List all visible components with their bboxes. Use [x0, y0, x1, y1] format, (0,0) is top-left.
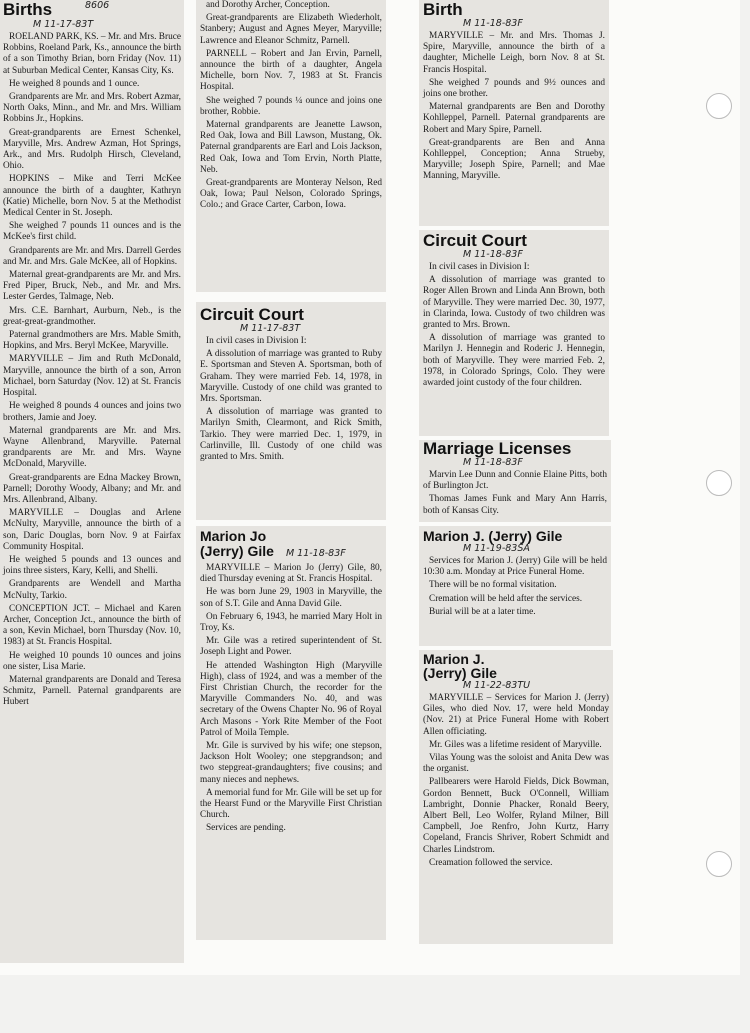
paragraph: Maternal grandparents are Jeanette Lawson, Red Oak, Iowa and Bill Lawson, Mustang, Ok. Paternal grandparents are Earl and Lois Jackson, Red Oak, Iowa and Tom Ervin, North Platte, Neb. [200, 120, 382, 175]
paragraph: A dissolution of marriage was granted to Marilyn J. Hennegin and Roderic J. Hennegin, both of Maryville. They were married Feb. 2, 1978, in Colorado Springs, Colo. They were awarded joint custody of the four children. [423, 333, 605, 389]
paragraph: Burial will be at a later time. [429, 606, 536, 617]
paragraph: MARYVILLE – Jim and Ruth McDonald, Maryville, announce the birth of a son, Arron Michael, born Saturday (Nov. 12) at St. Francis Hospital. [3, 354, 181, 399]
birth-spire-header: Birth [423, 0, 463, 19]
paragraph: Services for Marion J. (Jerry) Gile will be held 10:30 a.m. Monday at Price Funeral Home. [423, 556, 607, 578]
paragraph: A dissolution of marriage was granted to Ruby E. Sportsman and Steven A. Sportsman, both of Graham. They were married Feb. 14, 1978, in Maryville. Custody of one child was granted to Mrs. Sportsman. [200, 349, 382, 405]
circuit-court-1-header: Circuit Court [200, 305, 304, 324]
paragraph: A dissolution of marriage was granted to Marilyn Smith, Clearmont, and Rick Smith, Tarkio. They were married Dec. 1, 1979, in Carlinville, Ill. Custody of one child was granted to Mrs. Smith. [200, 407, 382, 463]
paragraph: MARYVILLE – Mr. and Mrs. Thomas J. Spire, Maryville, announce the birth of a daughter, Michelle Leigh, born Nov. 8 at St. Francis Hospital. [423, 31, 605, 75]
paragraph: Great-grandparents are Elizabeth Wiederholt, Stanbery; August and Agnes Meyer, Maryville; Lawrence and Eleanor Schmitz, Parnell. [200, 13, 382, 46]
clipping-circuit-court-1 [196, 302, 386, 520]
paragraph: Great-grandparents are Edna Mackey Brown, Parnell; Dorothy Woody, Albany; and Mr. and Mrs. Allenbrand, Albany. [3, 472, 181, 505]
gile-funeral-body [423, 693, 609, 869]
paragraph: She weighed 7 pounds and 9½ ounces and joins one brother. [423, 77, 605, 100]
paragraph: HOPKINS – Mike and Terri McKee announce the birth of a daughter, Kathryn (Katie) Michelle, born Nov. 5 at the Methodist Medical Center in St. Joseph. [3, 174, 181, 219]
paragraph: On February 6, 1943, he married Mary Holt in Troy, Ks. [200, 611, 382, 634]
clipping-births-col2 [196, 0, 386, 292]
gile-obituary-date-note: M 11-18-83F [285, 548, 346, 559]
birth-spire-date-note: M 11-18-83F [463, 18, 523, 29]
births-col1-body [3, 32, 181, 709]
paragraph: She weighed 7 pounds 11 ounces and is the McKee's first child. [3, 221, 181, 243]
gile-funeral-header-line1: Marion J. [423, 651, 485, 667]
clipping-gile-obituary [196, 526, 386, 940]
marriage-licenses-date-note: M 11-18-83F [463, 457, 523, 468]
births-header: Births [3, 0, 53, 19]
clipping-births-col1 [0, 0, 184, 963]
paragraph: Mr. Giles was a lifetime resident of Maryville. [429, 739, 602, 750]
paragraph: In civil cases in Division I: [206, 336, 307, 346]
paragraph: In civil cases in Division I: [429, 262, 530, 272]
paragraph: Mr. Gile is survived by his wife; one stepson, Jackson Holt Wooley; one stepgrandson; and two stepgreat-grandaughters; five cousins; and many nieces and nephews. [200, 741, 382, 785]
paragraph: Great-grandparents are Monteray Nelson, Red Oak, Iowa; Paul Nelson, Colorado Springs, Colo.; and Grace Carter, Carbon, Iowa. [200, 178, 382, 211]
paragraph: Grandparents are Wendell and Martha McNulty, Tarkio. [3, 579, 181, 601]
paragraph: Grandparents are Mr. and Mrs. Robert Azmar, North Oaks, Minn., and Mr. and Mrs. William Robbins Jr., Hopkins. [3, 92, 181, 125]
paragraph: He weighed 10 pounds 10 ounces and joins one sister, Lisa Marie. [3, 650, 181, 672]
paragraph: Marvin Lee Dunn and Connie Elaine Pitts, both of Burlington Jct. [423, 470, 607, 492]
clipping-birth-spire [419, 0, 609, 226]
binder-hole-bottom [706, 851, 732, 877]
paragraph: MARYVILLE – Marion Jo (Jerry) Gile, 80, died Thursday evening at St. Francis Hospital. [200, 563, 382, 585]
paragraph: A dissolution of marriage was granted to Roger Allen Brown and Linda Ann Brown, both of Maryville. They were married Dec. 30, 1977, in Clarinda, Iowa. Custody of two children was granted to Mrs. Brown. [423, 275, 605, 331]
circuit-court-2-header: Circuit Court [423, 231, 527, 250]
paragraph: There will be no formal visitation. [429, 580, 557, 591]
circuit-court-2-body [423, 262, 605, 389]
birth-spire-body [423, 31, 605, 183]
binder-hole-middle [706, 470, 732, 496]
paragraph: She weighed 7 pounds ¼ ounce and joins one brother, Robbie. [200, 95, 382, 117]
gile-services-date-note: M 11-19-83SA [463, 543, 530, 554]
clipping-marriage-licenses [419, 440, 611, 522]
paragraph: Mr. Gile was a retired superintendent of St. Joseph Light and Power. [200, 636, 382, 658]
paragraph: Great-grandparents are Ben and Anna Kohlleppel, Conception; Anna Strueby, Maryville; Joseph Spire, Parnell; and Mae Manning, Maryville. [423, 137, 605, 182]
marriage-licenses-body [423, 470, 607, 517]
births-header-note: 8606 [85, 0, 110, 11]
paragraph: Vilas Young was the soloist and Anita Dew was the organist. [423, 753, 609, 775]
paragraph: Maternal grandparents are Mr. and Mrs. Wayne Allenbrand, Maryville. Paternal grandparents are Mr. and Mrs. Wayne McDonald, Maryville. [3, 425, 181, 470]
circuit-court-1-date-note: M 11-17-83T [240, 323, 301, 334]
paragraph: PARNELL – Robert and Jan Ervin, Parnell, announce the birth of a daughter, Angela Michelle, born Nov. 7, 1983 at St. Francis Hospital. [200, 48, 382, 93]
gile-services-header: Marion J. (Jerry) Gile [423, 528, 563, 544]
paragraph: Grandparents are Mr. and Mrs. Darrell Gerdes and Mr. and Mrs. Gale McKee, all of Hopkins. [3, 245, 181, 267]
gile-obituary-header-line1: Marion Jo [200, 528, 267, 544]
paragraph: CONCEPTION JCT. – Michael and Karen Archer, Conception Jct., announce the birth of a son, Kevin Michael, born Thursday (Nov. 10, 1983) at St. Francis Hospital. [3, 603, 181, 648]
gile-funeral-date-note: M 11-22-83TU [463, 680, 531, 691]
circuit-court-1-body [200, 336, 382, 463]
paragraph: Pallbearers were Harold Fields, Dick Bowman, Gordon Bennett, Buck O'Connell, William Lambright, Donnie Phacker, Ronald Beery, Albert Bell, Leo Wolfer, Ryland Milner, Bill Campbell, Joe Renfro, John Kurtz, Harry Copeland, Francis Shriver, Robert Schmidt and Charles Lindstrom. [423, 777, 609, 855]
clipping-gile-services [419, 526, 611, 646]
paragraph: Cremation will be held after the services. [429, 593, 583, 604]
circuit-court-2-date-note: M 11-18-83F [463, 249, 523, 260]
gile-services-body [423, 556, 607, 618]
gile-obituary-header-line2: (Jerry) Gile [200, 543, 274, 559]
gile-obituary-body [200, 563, 382, 835]
binder-hole-top [706, 93, 732, 119]
paragraph: Services are pending. [206, 823, 286, 834]
paragraph: A memorial fund for Mr. Gile will be set up for the Hearst Fund or the Maryville First Christian Church. [200, 787, 382, 821]
paragraph: He was born June 29, 1903 in Maryville, the son of S.T. Gile and Anna David Gile. [200, 587, 382, 609]
paragraph: He weighed 8 pounds and 1 ounce. [9, 78, 140, 89]
paragraph: Maternal grandparents are Ben and Dorothy Kohlleppel, Parnell. Paternal grandparents are Robert and Mary Spire, Parnell. [423, 102, 605, 135]
paragraph: Mrs. C.E. Barnhart, Aurburn, Neb., is the great-great-grandmother. [3, 305, 181, 327]
births-date-note: M 11-17-83T [33, 19, 94, 30]
paragraph: He attended Washington High (Maryville High), class of 1924, and was a member of the First Christian Church, the recorder for the Maryville Commanders No. 40, and was secretary of the Owens Chapter No. 96 of Royal Arch Masons - York Rite Member of the Foot Patrol of Moila Temple. [200, 660, 382, 738]
paragraph: Paternal grandmothers are Mrs. Mable Smith, Hopkins, and Mrs. Beryl McKee, Maryville. [3, 330, 181, 352]
paragraph: Creamation followed the service. [429, 857, 553, 868]
marriage-licenses-header: Marriage Licenses [423, 440, 572, 458]
clipping-gile-funeral [419, 650, 613, 944]
paragraph: Thomas James Funk and Mary Ann Harris, both of Kansas City. [423, 494, 607, 516]
paragraph: He weighed 8 pounds 4 ounces and joins two brothers, Jamie and Joey. [3, 401, 181, 423]
gile-funeral-header-line2: (Jerry) Gile [423, 665, 497, 681]
births-col2-body [200, 0, 382, 212]
paragraph: ROELAND PARK, KS. – Mr. and Mrs. Bruce Robbins, Roeland Park, Ks., announce the birth of a son Timothy Brian, born Friday (Nov. 11) at Suburban Medical Center, Kansas City, Ks. [3, 32, 181, 76]
paragraph: and Dorothy Archer, Conception. [206, 0, 330, 10]
paragraph: MARYVILLE – Services for Marion J. (Jerry) Giles, who died Nov. 17, were held Monday (Nov. 21) at Price Funeral Home with Robert Allen officiating. [423, 693, 609, 737]
paragraph: MARYVILLE – Douglas and Arlene McNulty, Maryville, announce the birth of a son, Daric Douglas, born Nov. 9 at Fairfax Community Hospital. [3, 508, 181, 552]
paragraph: Great-grandparents are Ernest Schenkel, Maryville, Mrs. Andrew Azman, Hot Springs, Ark., and Mrs. Rudolph Hirsch, Cleveland, Ohio. [3, 127, 181, 172]
paragraph: Maternal grandparents are Donald and Teresa Schmitz, Parnell. Paternal grandparents are Hubert [3, 674, 181, 708]
paragraph: He weighed 5 pounds and 13 ounces and joins three sisters, Kary, Kelli, and Shelli. [3, 554, 181, 577]
paragraph: Maternal great-grandparents are Mr. and Mrs. Fred Piper, Bruck, Neb., and Mr. and Mrs. Lester Gerdes, Talmage, Neb. [3, 270, 181, 303]
clipping-circuit-court-2 [419, 230, 609, 436]
